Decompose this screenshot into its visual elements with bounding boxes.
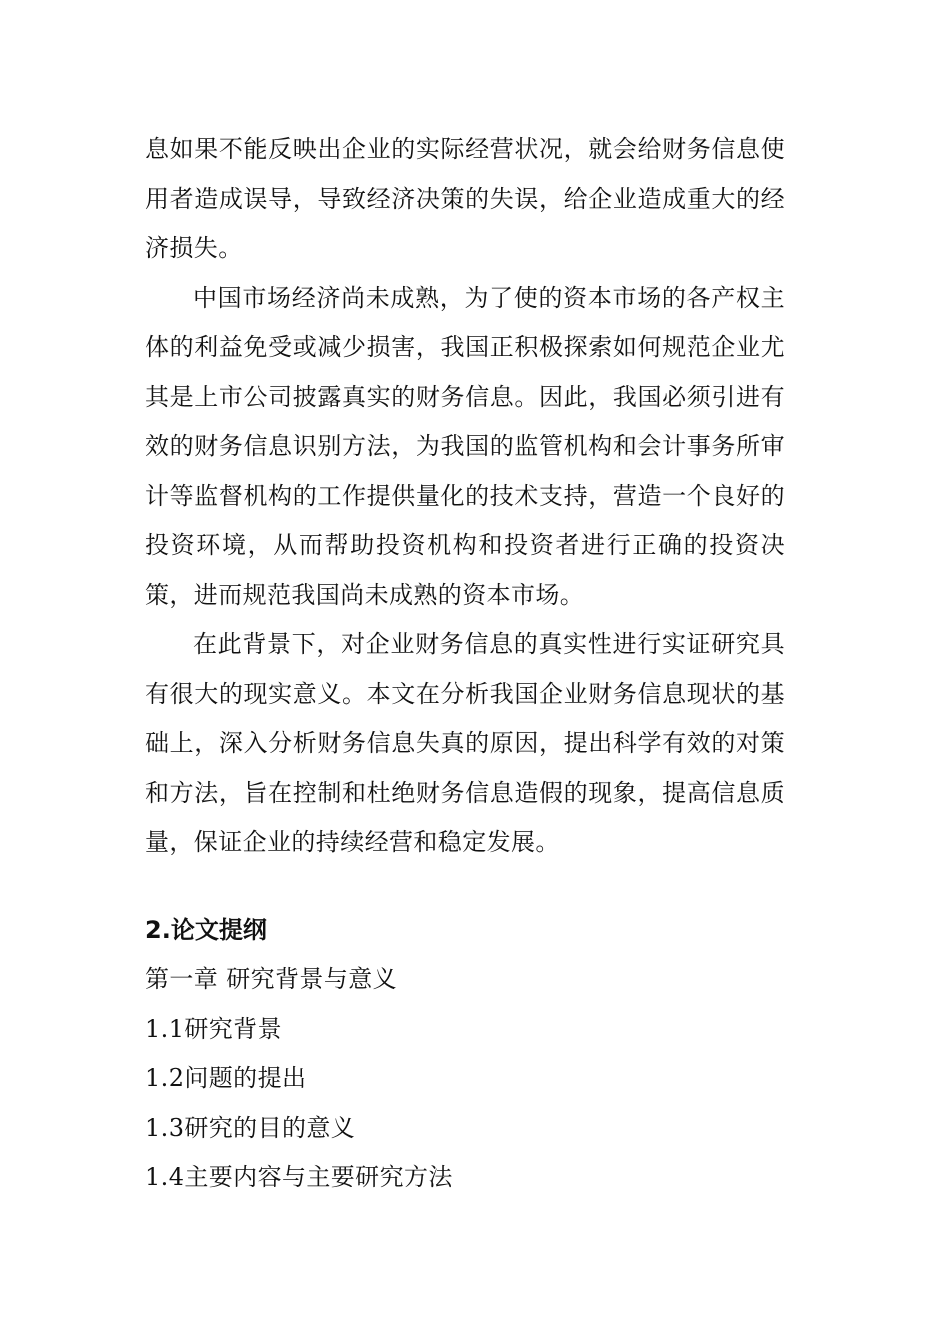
outline-heading: 2.论文提纲	[145, 915, 267, 944]
page-content	[145, 125, 785, 1203]
paragraph-market-economy: 中国市场经济尚未成熟，为了使的资本市场的各产权主体的利益免受或减少损害，我国正积极探索如何规范企业尤其是上市公司披露真实的财务信息。因此，我国必须引进有效的财务信息识别方法，为我国的监管机构和会计事务所审计等监督机构的工作提供量化的技术支持，营造一个良好的投资环境，从而帮助投资机构和投资者进行正确的投资决策，进而规范我国尚未成熟的资本市场。	[145, 283, 785, 609]
paragraph-research-significance: 在此背景下，对企业财务信息的真实性进行实证研究具有很大的现实意义。本文在分析我国企业财务信息现状的基础上，深入分析财务信息失真的原因，提出科学有效的对策和方法，旨在控制和杜绝财务信息造假的现象，提高信息质量，保证企业的持续经营和稳定发展。	[145, 630, 785, 856]
outline-item-1-2: 1.2问题的提出	[145, 1064, 307, 1092]
outline-list	[145, 955, 785, 1203]
outline-item-1-3: 1.3研究的目的意义	[145, 1113, 356, 1142]
paragraph-continued: 息如果不能反映出企业的实际经营状况，就会给财务信息使用者造成误导，导致经济决策的失误，给企业造成重大的经济损失。	[145, 135, 785, 262]
outline-item-1-4: 1.4主要内容与主要研究方法	[145, 1163, 453, 1191]
outline-item-1-1: 1.1研究背景	[145, 1014, 282, 1043]
outline-item-chapter-1: 第一章 研究背景与意义	[145, 965, 398, 993]
